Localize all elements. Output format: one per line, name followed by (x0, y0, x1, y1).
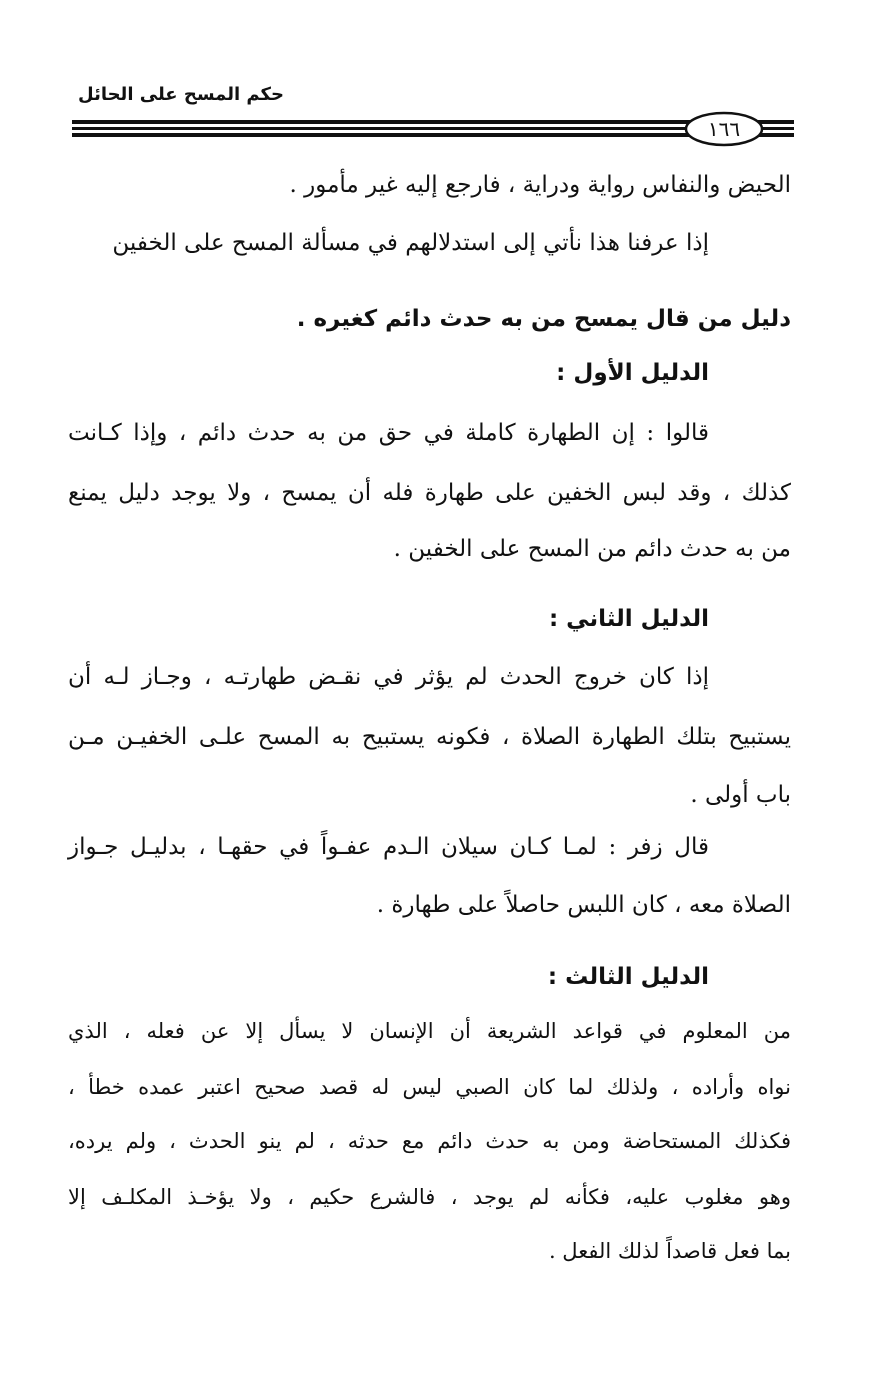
rule-line-bottom (72, 133, 794, 137)
second-evidence-line-3: باب أولى . (690, 782, 791, 808)
second-evidence-line-2: يستبيح بتلك الطهارة الصلاة ، فكونه يستبيح به المسح علـى الخفيـن مـن (68, 724, 791, 750)
second-evidence-heading: الدليل الثاني : (548, 606, 709, 632)
section-title: دليل من قال يمسح من به حدث دائم كغيره . (296, 306, 791, 332)
third-evidence-line-4: وهو مغلوب عليه، فكأنه لم يوجد ، فالشرع حكيم ، ولا يؤخـذ المكلـف إلا (68, 1185, 791, 1209)
third-evidence-line-1: من المعلوم في قواعد الشريعة أن الإنسان لا يسأل إلا عن فعله ، الذي (68, 1019, 792, 1043)
intro-line-1: الحيض والنفاس رواية ودراية ، فارجع إليه غير مأمور . (289, 172, 791, 198)
first-evidence-heading: الدليل الأول : (556, 360, 709, 386)
first-evidence-line-3: من به حدث دائم من المسح على الخفين . (393, 536, 791, 562)
first-evidence-line-1: قالوا : إن الطهارة كاملة في حق من به حدث دائم ، وإذا كـانت (68, 420, 709, 446)
first-evidence-line-2: كذلك ، وقد لبس الخفين على طهارة فله أن يمسح ، ولا يوجد دليل يمنع (68, 480, 791, 506)
zufar-line-1: قال زفر : لمـا كـان سيلان الـدم عفـواً في حقهـا ، بدليـل جـواز (68, 834, 709, 860)
third-evidence-line-2: نواه وأراده ، ولذلك لما كان الصبي ليس له قصد صحيح اعتبر عمده خطأ ، (68, 1075, 791, 1099)
third-evidence-line-5: بما فعل قاصداً لذلك الفعل . (548, 1239, 791, 1263)
header-rule-ornament (72, 108, 794, 154)
page-number: ١٦٦ (707, 117, 741, 141)
rule-line-top (72, 120, 794, 124)
third-evidence-heading: الدليل الثالث : (547, 964, 709, 990)
third-evidence-line-3: فكذلك المستحاضة ومن به حدث دائم مع حدثه ، لم ينو الحدث ، ولم يرده، (68, 1129, 791, 1153)
intro-line-2: إذا عرفنا هذا نأتي إلى استدلالهم في مسألة المسح على الخفين (112, 230, 709, 256)
zufar-line-2: الصلاة معه ، كان اللبس حاصلاً على طهارة . (376, 892, 791, 918)
second-evidence-line-1: إذا كان خروج الحدث لم يؤثر في نقـض طهارتـه ، وجـاز لـه أن (68, 664, 709, 690)
running-title: حكم المسح على الحائل (78, 84, 284, 105)
